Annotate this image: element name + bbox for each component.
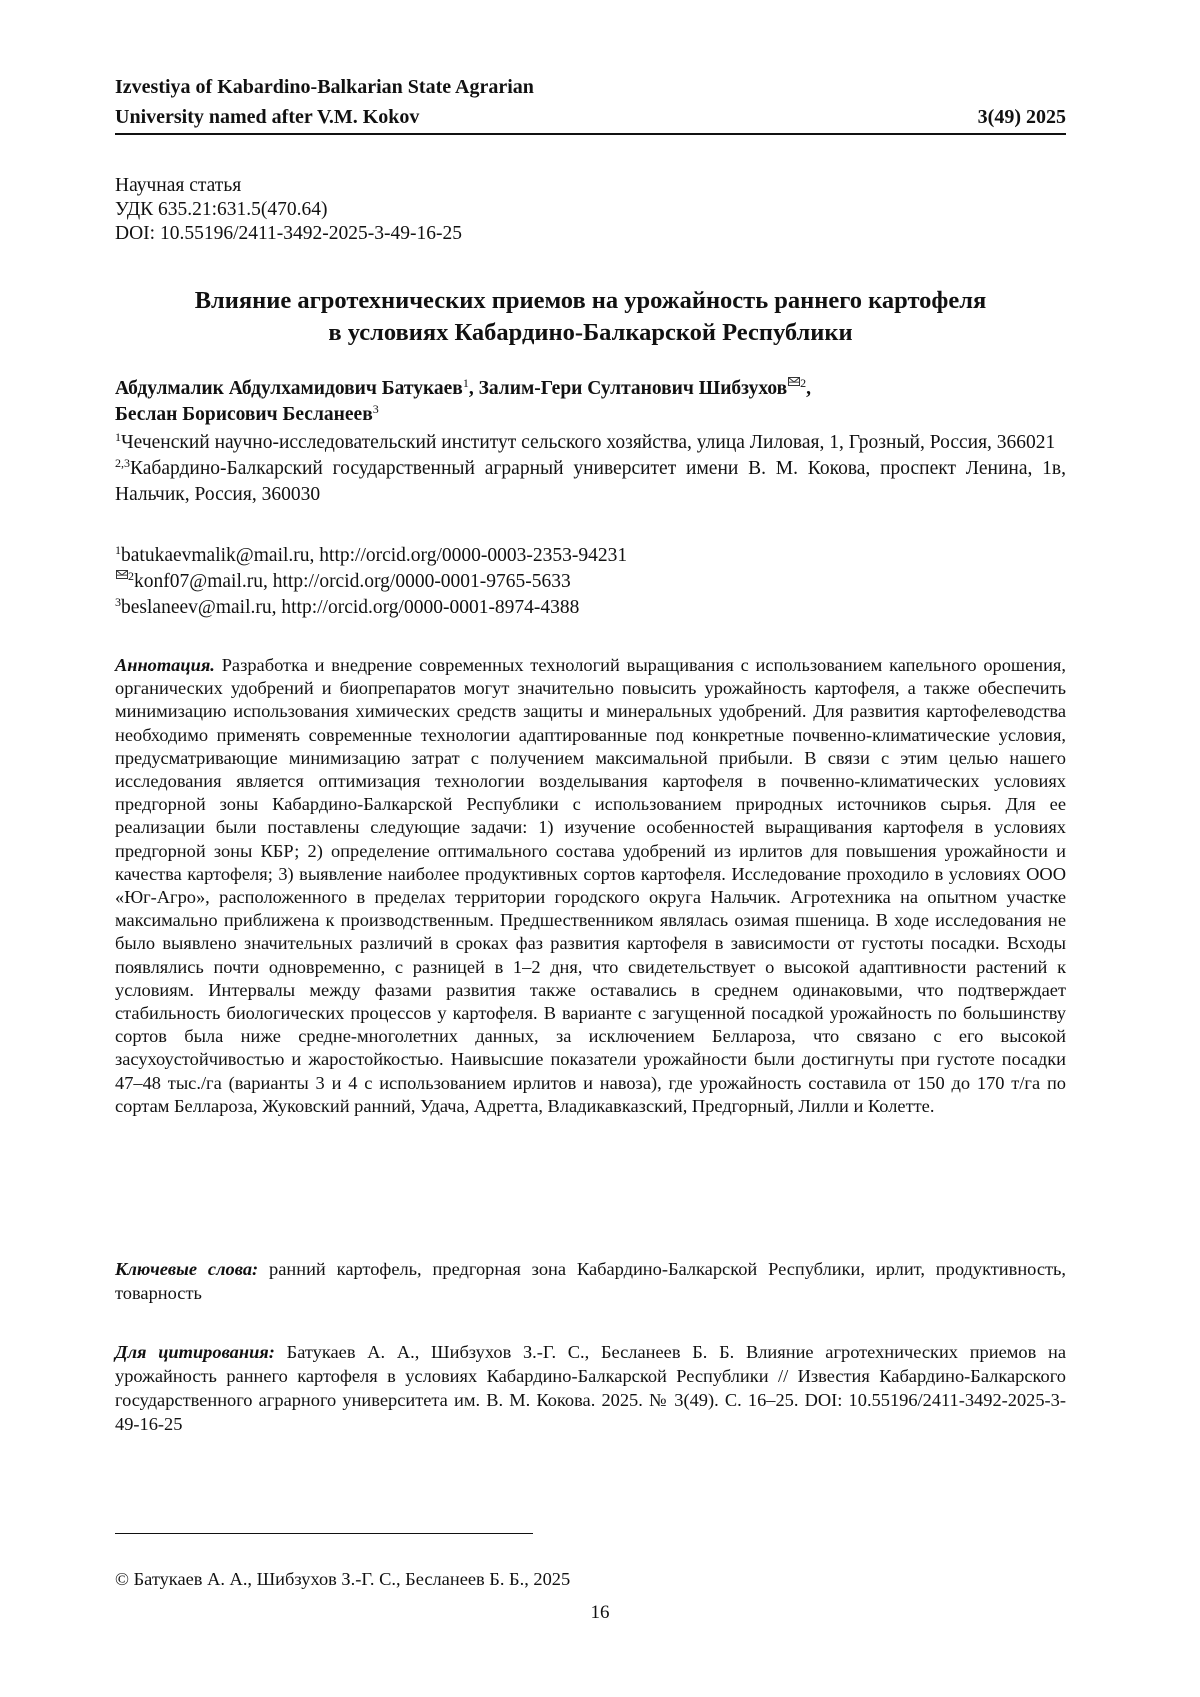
affiliation-1 [115, 430, 1066, 456]
author-separator: , [806, 378, 811, 399]
running-header-row2 [115, 102, 1066, 132]
affiliation-mark-1: 1 [115, 430, 121, 444]
contact-mark-3: 3 [115, 595, 121, 609]
affiliation-mark-2: 2,3 [115, 456, 130, 470]
abstract [115, 654, 1066, 1118]
citation-label: Для цитирования: [115, 1342, 275, 1362]
author-contacts [115, 543, 1066, 621]
author-affil-mark-1: 1 [463, 376, 469, 390]
contact-text-2[interactable]: konf07@mail.ru, http://orcid.org/0000-0001-9765-5633 [134, 571, 571, 592]
journal-name-line1: Izvestiya of Kabardino-Balkarian State Agrarian [115, 72, 1066, 102]
abstract-label: Аннотация. [115, 655, 215, 675]
copyright-notice: © Батукаев А. А., Шибзухов З.-Г. С., Бесланеев Б. Б., 2025 [115, 1567, 570, 1591]
keywords-text: ранний картофель, предгорная зона Кабардино-Балкарской Республики, ирлит, продуктивность, товарность [115, 1259, 1066, 1303]
header-rule [115, 133, 1066, 135]
title-line1: Влияние агротехнических приемов на урожайность раннего картофеля [115, 285, 1066, 317]
contact-text-3[interactable]: beslaneev@mail.ru, http://orcid.org/0000-0001-8974-4388 [121, 597, 579, 618]
journal-name-line2: University named after V.M. Kokov [115, 102, 419, 132]
abstract-text: Разработка и внедрение современных технологий выращивания с использованием капельного орошения, органических удобрений и биопрепаратов могут значительно повысить урожайность картофеля, а также обеспечить минимизацию использования химических средств защиты и минеральных удобрений. Для развития картофелеводства необходимо применять современные технологии адаптированные под конкретные почвенно-климатические условия, предусматривающие минимизацию затрат с получением максимальной прибыли. В связи с этим целью нашего исследования является оптимизация технологии возделывания картофеля в почвенно-климатических условиях предгорной зоны Кабардино-Балкарской Республики с использованием природных источников сырья. Для ее реализации были поставлены следующие задачи: 1) изучение особенностей выращивания картофеля в условиях предгорной зоны КБР; 2) определение оптимального состава удобрений из ирлитов для повышения урожайности и качества картофеля; 3) выявление наиболее продуктивных сортов картофеля. Исследование проходило в условиях ООО «Юг-Агро», расположенного в пределах территории городского округа Нальчик. Агротехника на опытном участке максимально приближена к производственным. Предшественником являлась озимая пшеница. В ходе исследования не было выявлено значительных различий в сроках фаз развития картофеля в зависимости от густоты посадки. Всходы появлялись почти одновременно, с разницей в 1–2 дня, что свидетельствует о высокой адаптивности растений к условиям. Интервалы между фазами развития также оставались в среднем одинаковыми, что подтверждает стабильность биологических процессов у картофеля. В варианте с загущенной посадкой урожайность по большинству сортов была ниже средне-многолетних данных, за исключением Беллароза, что связано с его высокой засухоустойчивостью и жаростойкостью. Наивысшие показатели урожайности были достигнуты при густоте посадки 47–48 тыс./га (варианты 3 и 4 с использованием ирлитов и навоза), где урожайность составила от 150 до 170 т/га по сортам Беллароза, Жуковский ранний, Удача, Адретта, Владикавказский, Предгорный, Лилли и Колетте. [115, 655, 1066, 1116]
author-affil-mark-3: 3 [373, 402, 379, 416]
keywords [115, 1257, 1066, 1305]
author-separator: , [469, 378, 479, 399]
envelope-icon [116, 570, 128, 579]
contact-mark-1: 1 [115, 543, 121, 557]
doi[interactable]: DOI: 10.55196/2411-3492-2025-3-49-16-25 [115, 222, 462, 246]
envelope-icon [788, 377, 800, 386]
keywords-label: Ключевые слова: [115, 1259, 258, 1279]
issue-number: 3(49) 2025 [978, 102, 1066, 132]
affiliation-2 [115, 456, 1066, 508]
citation [115, 1340, 1066, 1436]
contact-3 [115, 595, 1066, 621]
contact-1 [115, 543, 1066, 569]
page-number: 16 [0, 1601, 1200, 1625]
author-name-1: Абдулмалик Абдулхамидович Батукаев [115, 378, 463, 399]
running-header [115, 72, 1066, 132]
contact-text-1[interactable]: batukaevmalik@mail.ru, http://orcid.org/0000-0003-2353-94231 [121, 545, 627, 566]
affiliations [115, 430, 1066, 508]
article-title [115, 285, 1066, 349]
author-name-2: Залим-Гери Султанович Шибзухов [479, 378, 788, 399]
author-name-3: Беслан Борисович Бесланеев [115, 404, 373, 425]
udc-code: УДК 635.21:631.5(470.64) [115, 198, 462, 222]
article-page [0, 0, 1200, 1697]
title-line2: в условиях Кабардино-Балкарской Республики [115, 317, 1066, 349]
affiliation-text-1: Чеченский научно-исследовательский институт сельского хозяйства, улица Лиловая, 1, Грозный, Россия, 366021 [121, 432, 1055, 453]
author-affil-mark-2: 2 [800, 376, 806, 390]
article-meta [115, 174, 462, 246]
footnote-rule [115, 1533, 533, 1534]
author-list [115, 376, 1066, 428]
contact-2 [115, 569, 1066, 595]
contact-mark-2: 2 [128, 569, 134, 583]
affiliation-text-2: Кабардино-Балкарский государственный аграрный университет имени В. М. Кокова, проспект Ленина, 1в, Нальчик, Россия, 360030 [115, 458, 1066, 505]
citation-text: Батукаев А. А., Шибзухов З.-Г. С., Бесланеев Б. Б. Влияние агротехнических приемов на урожайность раннего картофеля в условиях Кабардино-Балкарской Республики // Известия Кабардино-Балкарского государственного аграрного университета им. В. М. Кокова. 2025. № 3(49). С. 16–25. DOI: 10.55196/2411-3492-2025-3-49-16-25 [115, 1342, 1066, 1434]
article-type: Научная статья [115, 174, 462, 198]
